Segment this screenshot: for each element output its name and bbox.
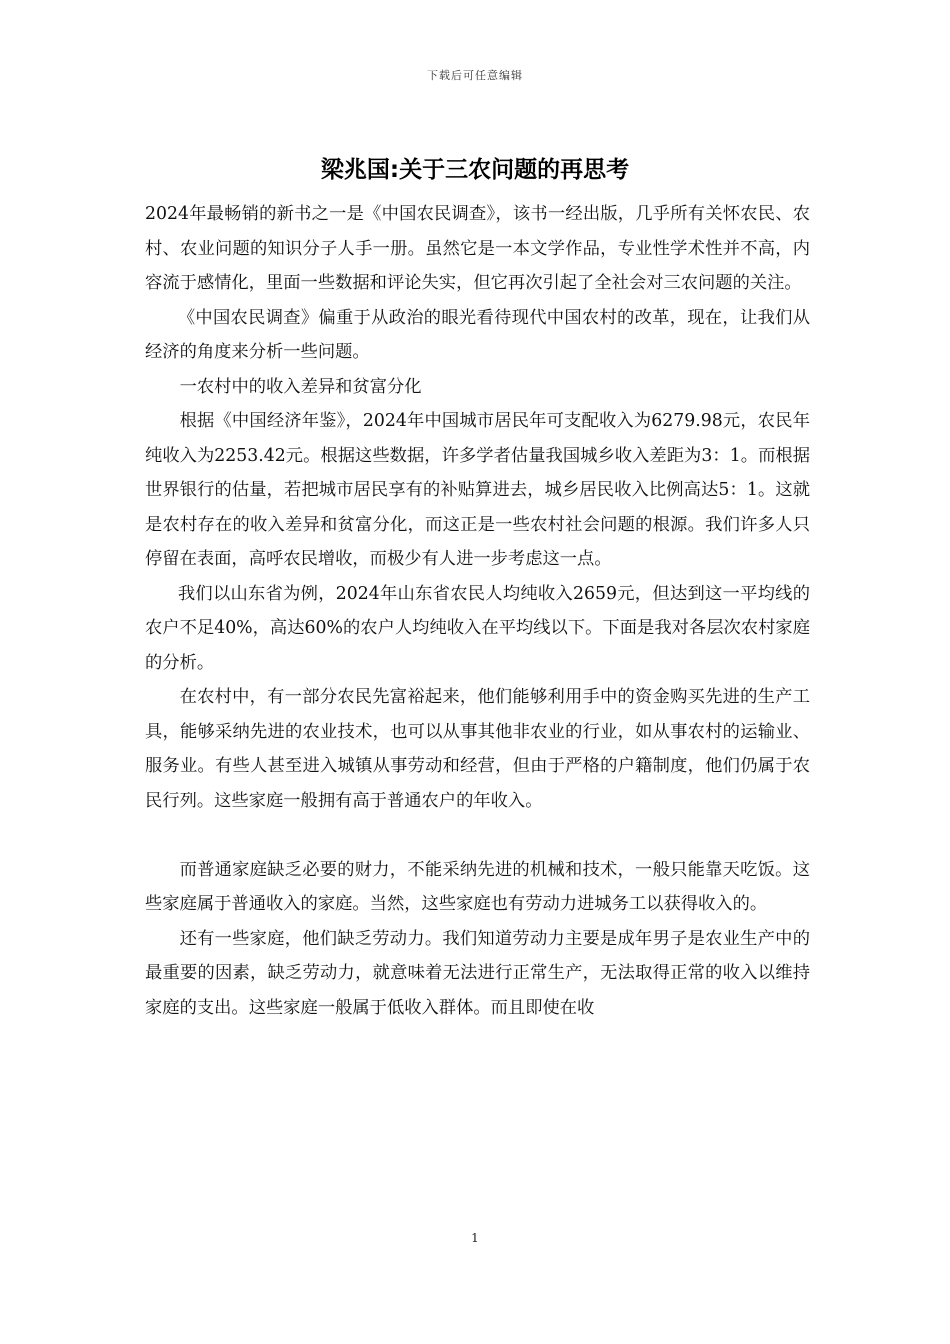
document-body	[145, 197, 810, 1025]
paragraph-3: 根据《中国经济年鉴》，2024年中国城市居民年可支配收入为6279.98元，农民年纯收入为2253.42元。根据这些数据，许多学者估量我国城乡收入差距为3：1。而根据世界银行的估量，若把城市居民享有的补贴算进去，城乡居民收入比例高达5：1。这就是农村存在的收入差异和贫富分化，而这正是一些农村社会问题的根源。我们许多人只停留在表面，高呼农民增收，而极少有人进一步考虑这一点。	[145, 411, 810, 569]
paragraph-1: 2024年最畅销的新书之一是《中国农民调查》，该书一经出版，几乎所有关怀农民、农村、农业问题的知识分子人手一册。虽然它是一本文学作品，专业性学术性并不高，内容流于感情化，里面一些数据和评论失实，但它再次引起了全社会对三农问题的关注。	[145, 204, 810, 293]
paragraph-7: 还有一些家庭，他们缺乏劳动力。我们知道劳动力主要是成年男子是农业生产中的最重要的因素，缺乏劳动力，就意味着无法进行正常生产，无法取得正常的收入以维持家庭的支出。这些家庭一般属于低收入群体。而且即使在收	[145, 928, 810, 1018]
document-title: 梁兆国:关于三农问题的再思考	[320, 157, 630, 183]
page-number: 1	[471, 1231, 479, 1245]
paragraph-6: 而普通家庭缺乏必要的财力，不能采纳先进的机械和技术，一般只能靠天吃饭。这些家庭属于普通收入的家庭。当然，这些家庭也有劳动力进城务工以获得收入的。	[145, 859, 810, 914]
section-heading: 一农村中的收入差异和贫富分化	[179, 376, 422, 397]
paragraph-2: 《中国农民调查》偏重于从政治的眼光看待现代中国农村的改革，现在，让我们从经济的角度来分析一些问题。	[145, 307, 810, 362]
page-header: 下载后可任意编辑	[427, 69, 523, 82]
paragraph-4: 我们以山东省为例，2024年山东省农民人均纯收入2659元，但达到这一平均线的农户不足40%，高达60%的农户人均纯收入在平均线以下。下面是我对各层次农村家庭的分析。	[145, 583, 810, 673]
paragraph-5: 在农村中，有一部分农民先富裕起来，他们能够利用手中的资金购买先进的生产工具，能够采纳先进的农业技术，也可以从事其他非农业的行业，如从事农村的运输业、服务业。有些人甚至进入城镇从事劳动和经营，但由于严格的户籍制度，他们仍属于农民行列。这些家庭一般拥有高于普通农户的年收入。	[145, 687, 810, 811]
